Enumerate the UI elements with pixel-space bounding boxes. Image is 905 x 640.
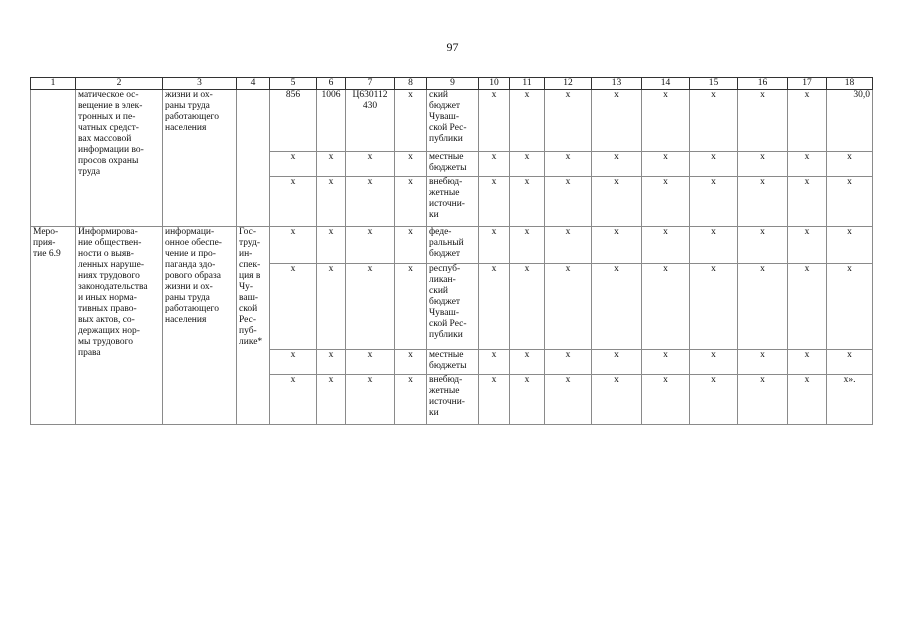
year-value-cell: x xyxy=(510,350,545,375)
header-row xyxy=(31,78,873,90)
year-value-cell: x xyxy=(592,90,642,152)
year-value-cell: x xyxy=(738,350,788,375)
year-value-cell: x xyxy=(827,177,873,227)
expense-type-cell: x xyxy=(395,90,427,152)
year-value-cell: x xyxy=(690,227,738,264)
year-value-cell: x xyxy=(592,227,642,264)
expected-result-cell: жизни и ох- раны труда работающего населения xyxy=(163,90,237,227)
header-cell: 6 xyxy=(317,78,346,90)
year-value-cell: x xyxy=(545,90,592,152)
event-number-cell xyxy=(31,90,76,227)
header-cell: 11 xyxy=(510,78,545,90)
table-row xyxy=(31,227,873,264)
expense-type-cell: x xyxy=(395,375,427,425)
expense-type-cell: x xyxy=(395,227,427,264)
target-article-cell: x xyxy=(346,350,395,375)
section-cell: x xyxy=(317,152,346,177)
year-value-cell: x xyxy=(642,350,690,375)
year-value-cell: x xyxy=(642,264,690,350)
year-value-cell: x xyxy=(545,227,592,264)
year-value-cell: x xyxy=(738,264,788,350)
target-article-cell: x xyxy=(346,177,395,227)
section-cell: x xyxy=(317,227,346,264)
year-value-cell: x xyxy=(827,264,873,350)
target-article-cell: Ц630112 430 xyxy=(346,90,395,152)
target-article-cell: x xyxy=(346,375,395,425)
year-value-cell: x xyxy=(642,152,690,177)
year-value-cell: x xyxy=(738,177,788,227)
section-cell: 1006 xyxy=(317,90,346,152)
year-value-cell: x xyxy=(642,177,690,227)
grbs-cell: x xyxy=(270,264,317,350)
year-value-cell: x xyxy=(510,177,545,227)
year-value-cell: x xyxy=(690,90,738,152)
year-value-cell: x xyxy=(642,90,690,152)
header-cell: 5 xyxy=(270,78,317,90)
target-article-cell: x xyxy=(346,152,395,177)
year-value-cell: x xyxy=(510,375,545,425)
year-value-cell: x xyxy=(545,350,592,375)
header-cell: 1 xyxy=(31,78,76,90)
year-value-cell: x xyxy=(788,90,827,152)
grbs-cell: x xyxy=(270,350,317,375)
year-value-cell: x». xyxy=(827,375,873,425)
expense-type-cell: x xyxy=(395,177,427,227)
expense-type-cell: x xyxy=(395,152,427,177)
header-cell: 8 xyxy=(395,78,427,90)
year-value-cell: x xyxy=(592,375,642,425)
year-value-cell: x xyxy=(592,152,642,177)
header-cell: 18 xyxy=(827,78,873,90)
year-value-cell: x xyxy=(545,264,592,350)
header-cell: 14 xyxy=(642,78,690,90)
expense-type-cell: x xyxy=(395,350,427,375)
event-number-cell: Меро- прия- тие 6.9 xyxy=(31,227,76,425)
header-cell: 9 xyxy=(427,78,479,90)
year-value-cell: x xyxy=(738,375,788,425)
header-cell: 12 xyxy=(545,78,592,90)
grbs-cell: x xyxy=(270,177,317,227)
header-cell: 16 xyxy=(738,78,788,90)
executor-cell: Гос- труд- ин- спек- ция в Чу- ваш- ской Рес- пуб- лике* xyxy=(237,227,270,425)
grbs-cell: x xyxy=(270,227,317,264)
funding-source-cell: внебюд- жетные источни- ки xyxy=(427,177,479,227)
executor-cell xyxy=(237,90,270,227)
year-value-cell: x xyxy=(690,264,738,350)
year-value-cell: x xyxy=(479,90,510,152)
year-value-cell: x xyxy=(788,264,827,350)
expected-result-cell: информаци- онное обеспе- чение и про- паганда здо- рового образа жизни и ох- раны труда работающего населения xyxy=(163,227,237,425)
year-value-cell: x xyxy=(788,177,827,227)
year-value-cell: x xyxy=(788,375,827,425)
year-value-cell: x xyxy=(788,152,827,177)
year-value-cell: x xyxy=(592,264,642,350)
year-value-cell: x xyxy=(788,227,827,264)
year-value-cell: x xyxy=(788,350,827,375)
year-value-cell: x xyxy=(479,152,510,177)
year-value-cell: x xyxy=(510,152,545,177)
year-value-cell: x xyxy=(738,90,788,152)
funding-source-cell: внебюд- жетные источни- ки xyxy=(427,375,479,425)
header-cell: 15 xyxy=(690,78,738,90)
funding-source-cell: местные бюджеты xyxy=(427,350,479,375)
budget-table xyxy=(30,77,873,425)
year-value-cell: x xyxy=(827,227,873,264)
target-article-cell: x xyxy=(346,264,395,350)
section-cell: x xyxy=(317,375,346,425)
year-value-cell: x xyxy=(479,227,510,264)
expense-type-cell: x xyxy=(395,264,427,350)
funding-source-cell: респуб- ликан- ский бюджет Чуваш- ской Рес- публики xyxy=(427,264,479,350)
year-value-cell: x xyxy=(479,375,510,425)
year-value-cell: x xyxy=(738,227,788,264)
year-value-cell: x xyxy=(827,152,873,177)
year-value-cell: x xyxy=(738,152,788,177)
year-value-cell: x xyxy=(690,177,738,227)
section-cell: x xyxy=(317,177,346,227)
header-cell: 3 xyxy=(163,78,237,90)
section-cell: x xyxy=(317,350,346,375)
funding-source-cell: феде- ральный бюджет xyxy=(427,227,479,264)
section-cell: x xyxy=(317,264,346,350)
year-value-cell: x xyxy=(510,227,545,264)
header-cell: 4 xyxy=(237,78,270,90)
year-value-cell: x xyxy=(690,152,738,177)
year-value-cell: x xyxy=(690,350,738,375)
year-value-cell: x xyxy=(545,375,592,425)
table-row xyxy=(31,90,873,152)
year-value-cell: x xyxy=(592,177,642,227)
grbs-cell: 856 xyxy=(270,90,317,152)
year-value-cell: x xyxy=(545,177,592,227)
header-cell: 7 xyxy=(346,78,395,90)
year-value-cell: x xyxy=(827,350,873,375)
header-cell: 2 xyxy=(76,78,163,90)
year-value-cell: x xyxy=(479,350,510,375)
funding-source-cell: ский бюджет Чуваш- ской Рес- публики xyxy=(427,90,479,152)
grbs-cell: x xyxy=(270,375,317,425)
page-number: 97 xyxy=(446,40,459,54)
year-value-cell: x xyxy=(545,152,592,177)
funding-source-cell: местные бюджеты xyxy=(427,152,479,177)
event-name-cell: Информирова- ние обществен- ности о выяв- ленных наруше- ниях трудового законодательства и иных норма- тивных право- вых актов, со- держащих нор- мы трудового права xyxy=(76,227,163,425)
event-name-cell: матическое ос- вещение в элек- тронных и пе- чатных средст- вах массовой информации во- просов охраны труда xyxy=(76,90,163,227)
year-value-cell: x xyxy=(642,227,690,264)
year-value-cell: x xyxy=(510,90,545,152)
header-cell: 17 xyxy=(788,78,827,90)
header-cell: 13 xyxy=(592,78,642,90)
year-value-cell: x xyxy=(642,375,690,425)
grbs-cell: x xyxy=(270,152,317,177)
target-article-cell: x xyxy=(346,227,395,264)
year-value-cell: x xyxy=(479,177,510,227)
header-cell: 10 xyxy=(479,78,510,90)
year-value-cell: x xyxy=(592,350,642,375)
year-value-cell: x xyxy=(510,264,545,350)
year-value-cell: x xyxy=(479,264,510,350)
year-value-cell: x xyxy=(690,375,738,425)
year-value-cell: 30,0 xyxy=(827,90,873,152)
